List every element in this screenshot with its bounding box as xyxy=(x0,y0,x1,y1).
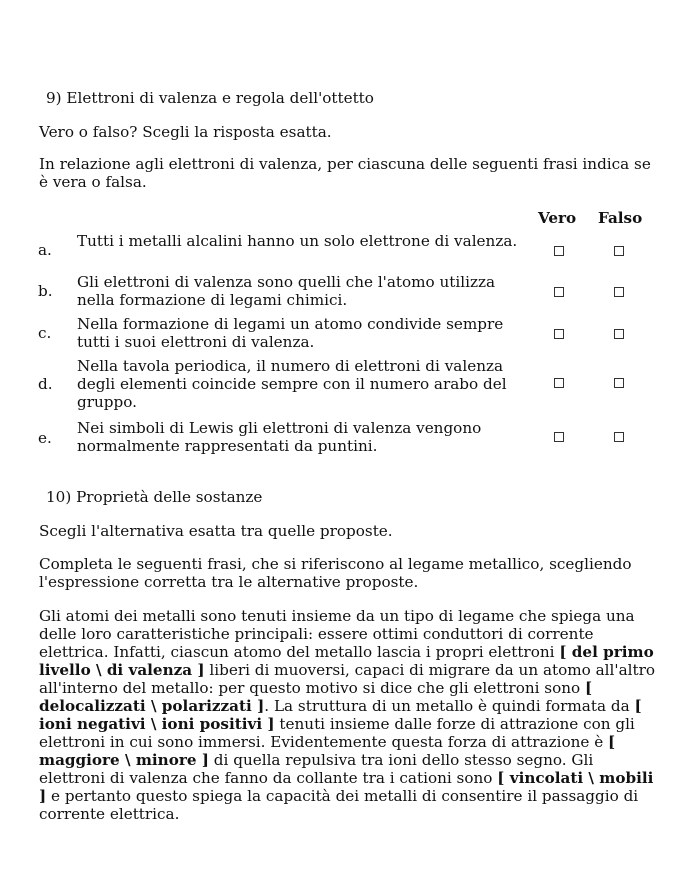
q9-instruction: Vero o falso? Scegli la risposta esatta. xyxy=(39,123,332,141)
q9-prompt: In relazione agli elettroni di valenza, per ciascuna delle seguenti frasi indica se è vera o falsa. xyxy=(39,155,651,191)
item-text: Nella formazione di legami un atomo condivide sempre tutti i suoi elettroni di valenza. xyxy=(77,315,504,351)
q10-paragraph xyxy=(39,607,657,823)
item-letter: a. xyxy=(38,241,52,259)
q10-prompt: Completa le seguenti frasi, che si riferiscono al legame metallico, scegliendo l'espressione corretta tra le alternative proposte. xyxy=(39,555,632,591)
falso-checkbox-c[interactable] xyxy=(614,329,624,339)
option-bracket[interactable]: [ del primo livello \ di valenza ] xyxy=(39,643,654,679)
vero-checkbox-c[interactable] xyxy=(554,329,564,339)
paragraph-text: di quella repulsiva tra ioni dello stesso segno. Gli elettroni di valenza che fanno da collante tra i cationi sono xyxy=(39,751,594,787)
item-text: Nei simboli di Lewis gli elettroni di valenza vengono normalmente rappresentati da puntini. xyxy=(77,419,482,455)
item-text: Gli elettroni di valenza sono quelli che l'atomo utilizza nella formazione di legami chimici. xyxy=(77,273,496,309)
paragraph-text: liberi di muoversi, capaci di migrare da un atomo all'altro all'interno del metallo: per questo motivo si dice che gli elettroni sono xyxy=(39,661,655,697)
q10-title: 10) Proprietà delle sostanze xyxy=(46,488,263,506)
option-bracket[interactable]: [ delocalizzati \ polarizzati ] xyxy=(39,679,593,715)
vero-checkbox-a[interactable] xyxy=(554,246,564,256)
item-letter: b. xyxy=(38,282,53,300)
q9-title: 9) Elettroni di valenza e regola dell'ottetto xyxy=(46,89,374,107)
vero-checkbox-d[interactable] xyxy=(554,378,564,388)
vero-checkbox-b[interactable] xyxy=(554,287,564,297)
paragraph-text: tenuti insieme dalle forze di attrazione con gli elettroni in cui sono immersi. Evidentemente questa forza di attrazione è xyxy=(39,715,635,751)
falso-checkbox-b[interactable] xyxy=(614,287,624,297)
falso-checkbox-e[interactable] xyxy=(614,432,624,442)
q10-instruction: Scegli l'alternativa esatta tra quelle proposte. xyxy=(39,522,393,540)
item-text: Tutti i metalli alcalini hanno un solo elettrone di valenza. xyxy=(77,232,518,250)
item-letter: e. xyxy=(38,429,52,447)
paragraph-text: e pertanto questo spiega la capacità dei metalli di consentire il passaggio di corrente elettrica. xyxy=(39,787,639,823)
col-vero: Vero xyxy=(538,209,577,227)
vero-checkbox-e[interactable] xyxy=(554,432,564,442)
col-falso: Falso xyxy=(598,209,643,227)
falso-checkbox-d[interactable] xyxy=(614,378,624,388)
option-bracket[interactable]: [ ioni negativi \ ioni positivi ] xyxy=(39,697,642,733)
falso-checkbox-a[interactable] xyxy=(614,246,624,256)
item-text: Nella tavola periodica, il numero di elettroni di valenza degli elementi coincide sempre con il numero arabo del gruppo. xyxy=(77,357,507,411)
item-letter: d. xyxy=(38,375,53,393)
paragraph-text: Gli atomi dei metalli sono tenuti insieme da un tipo di legame che spiega una delle loro caratteristiche principali: essere ottimi conduttori di corrente elettrica. Infatti, ciascun atomo del metallo lascia i propri elettroni xyxy=(39,607,635,661)
option-bracket[interactable]: [ maggiore \ minore ] xyxy=(39,733,616,769)
paragraph-text: . La struttura di un metallo è quindi formata da xyxy=(264,697,635,715)
item-letter: c. xyxy=(38,324,52,342)
option-bracket[interactable]: [ vincolati \ mobili ] xyxy=(39,769,654,805)
